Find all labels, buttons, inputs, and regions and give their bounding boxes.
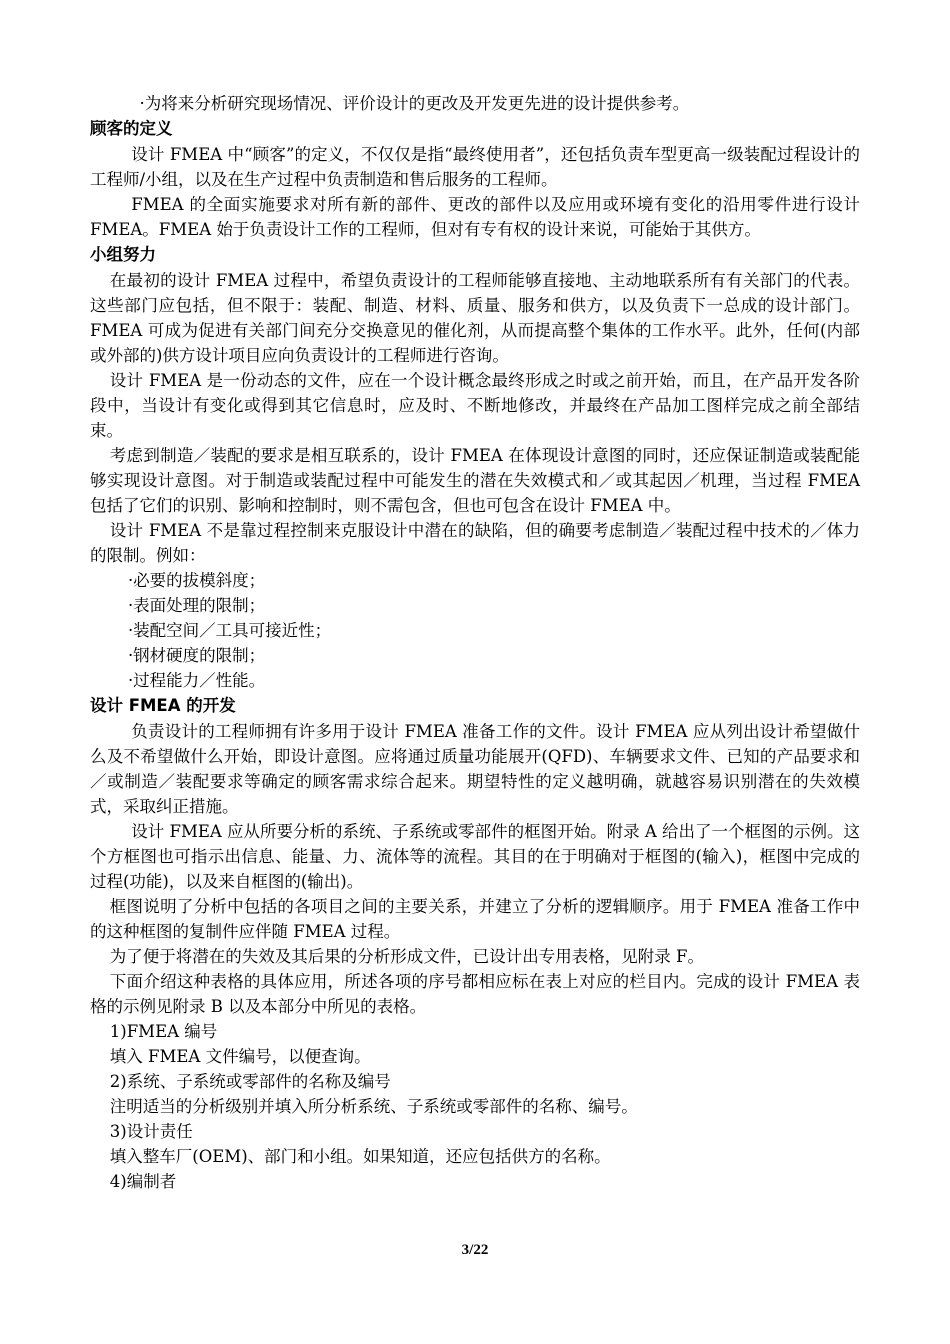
step-description: 填入 FMEA 文件编号，以便查询。: [109, 1047, 371, 1066]
list-item: ·必要的拔模斜度；: [127, 571, 266, 590]
paragraph-development-5: 下面介绍这种表格的具体应用，所述各项的序号都相应标在表上对应的栏目内。完成的设计 FMEA 表格的示例见附录 B 以及本部分中所见的表格。: [90, 972, 860, 1016]
step-title: 2)系统、子系统或零部件的名称及编号: [109, 1072, 391, 1091]
document-page: [90, 91, 860, 1194]
paragraph-customer-1: 设计 FMEA 中“顾客”的定义，不仅仅是指“最终使用者”，还包括负责车型更高一级装配过程设计的工程师/小组，以及在生产过程中负责制造和售后服务的工程师。: [90, 145, 860, 189]
step-title: 1)FMEA 编号: [109, 1022, 218, 1041]
paragraph-team-3: 考虑到制造／装配的要求是相互联系的，设计 FMEA 在体现设计意图的同时，还应保证制造或装配能够实现设计意图。对于制造或装配过程中可能发生的潜在失效模式和／或其起因／机理，当过程 FMEA 包括了它们的识别、影响和控制时，则不需包含，但也可包含在设计 FMEA 中。: [90, 446, 860, 515]
list-item: ·表面处理的限制；: [127, 596, 266, 615]
page-number: 3/22: [461, 1242, 489, 1258]
paragraph-customer-2: FMEA 的全面实施要求对所有新的部件、更改的部件以及应用或环境有变化的沿用零件进行设计 FMEA。FMEA 始于负责设计工作的工程师，但对有专有权的设计来说，可能始于其供方。: [90, 195, 860, 239]
step-description: 填入整车厂(OEM)、部门和小组。如果知道，还应包括供方的名称。: [109, 1147, 611, 1166]
section-heading-development: 设计 FMEA 的开发: [90, 696, 236, 715]
paragraph-team-4: 设计 FMEA 不是靠过程控制来克服设计中潜在的缺陷，但的确要考虑制造／装配过程中技术的／体力的限制。例如：: [90, 521, 860, 565]
section-heading-team: 小组努力: [90, 245, 156, 264]
paragraph-team-2: 设计 FMEA 是一份动态的文件，应在一个设计概念最终形成之时或之前开始，而且，在产品开发各阶段中，当设计有变化或得到其它信息时，应及时、不断地修改，并最终在产品加工图样完成之前全部结束。: [90, 371, 860, 440]
step-title: 3)设计责任: [109, 1122, 193, 1141]
paragraph-development-3: 框图说明了分析中包括的各项目之间的主要关系，并建立了分析的逻辑顺序。用于 FMEA 准备工作中的这种框图的复制件应伴随 FMEA 过程。: [90, 897, 860, 941]
list-item: ·钢材硬度的限制；: [127, 646, 266, 665]
paragraph-development-2: 设计 FMEA 应从所要分析的系统、子系统或零部件的框图开始。附录 A 给出了一个框图的示例。这个方框图也可指示出信息、能量、力、流体等的流程。其目的在于明确对于框图的(输入)，框图中完成的过程(功能)，以及来自框图的(输出)。: [90, 822, 860, 891]
paragraph-team-1: 在最初的设计 FMEA 过程中，希望负责设计的工程师能够直接地、主动地联系所有有关部门的代表。这些部门应包括，但不限于：装配、制造、材料、质量、服务和供方，以及负责下一总成的设计部门。FMEA 可成为促进有关部门间充分交换意见的催化剂，从而提高整个集体的工作水平。此外，任何(内部或外部的)供方设计项目应向负责设计的工程师进行咨询。: [90, 271, 860, 365]
paragraph-development-4: 为了便于将潜在的失效及其后果的分析形成文件，已设计出专用表格，见附录 F。: [109, 947, 704, 966]
list-item: ·过程能力／性能。: [127, 671, 266, 690]
step-description: 注明适当的分析级别并填入所分析系统、子系统或零部件的名称、编号。: [109, 1097, 638, 1116]
paragraph-development-1: 负责设计的工程师拥有许多用于设计 FMEA 准备工作的文件。设计 FMEA 应从列出设计希望做什么及不希望做什么开始，即设计意图。应将通过质量功能展开(QFD)、车辆要求文件、已知的产品要求和／或制造／装配要求等确定的顾客需求综合起来。期望特性的定义越明确，就越容易识别潜在的失效模式，采取纠正措施。: [90, 722, 860, 816]
list-item: ·装配空间／工具可接近性；: [127, 621, 332, 640]
intro-bullet-line: ·为将来分析研究现场情况、评价设计的更改及开发更先进的设计提供参考。: [139, 94, 690, 113]
section-heading-customer: 顾客的定义: [90, 119, 173, 138]
step-title: 4)编制者: [109, 1172, 177, 1191]
